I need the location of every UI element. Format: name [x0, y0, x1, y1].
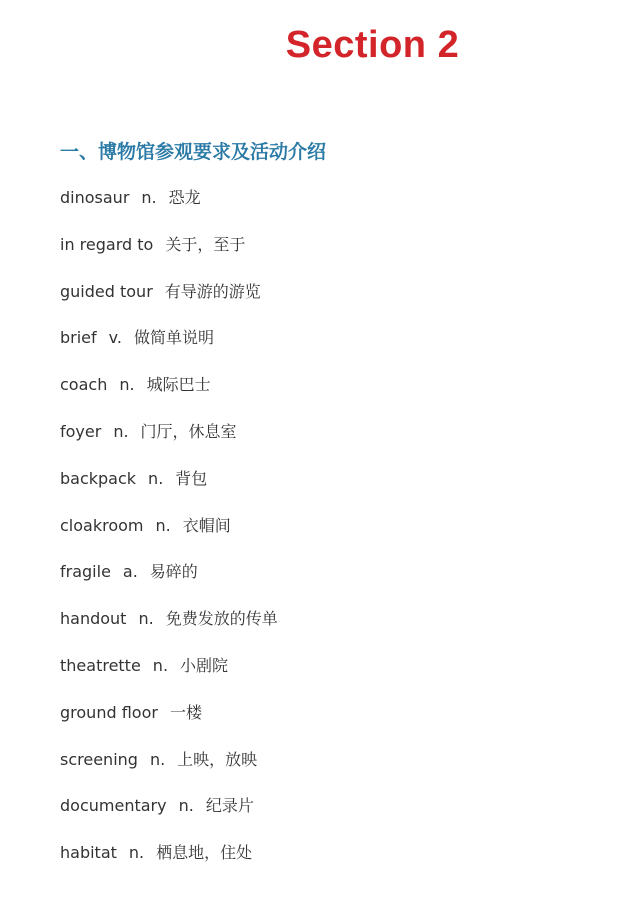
vocab-part-of-speech: n. [178, 796, 194, 816]
vocab-entry [60, 371, 278, 418]
vocab-meaning: 衣帽间 [182, 515, 231, 535]
vocab-meaning: 一楼 [169, 702, 202, 722]
vocab-word: documentary [60, 796, 167, 816]
vocab-part-of-speech: n. [138, 609, 154, 629]
vocab-entry [60, 839, 278, 886]
vocab-word: coach [60, 375, 108, 395]
vocab-entry [60, 184, 278, 231]
vocab-meaning: 关于，至于 [165, 234, 246, 254]
vocab-word: backpack [60, 468, 137, 488]
vocab-meaning: 门厅，休息室 [140, 421, 237, 441]
vocab-word: dinosaur [60, 188, 130, 207]
vocab-meaning: 上映，放映 [177, 749, 258, 769]
vocab-part-of-speech: n. [155, 515, 171, 535]
vocab-word: guided tour [60, 281, 153, 301]
vocab-part-of-speech: n. [141, 188, 157, 207]
vocab-part-of-speech: n. [148, 468, 164, 488]
vocabulary-list [60, 184, 278, 886]
vocab-part-of-speech: a. [122, 562, 138, 582]
vocab-entry [60, 512, 278, 559]
vocab-part-of-speech: n. [149, 749, 166, 769]
vocab-entry [60, 558, 278, 605]
vocab-meaning: 栖息地，住处 [156, 843, 253, 863]
vocab-meaning: 做简单说明 [133, 328, 214, 348]
section-title: Section 2 [285, 24, 460, 66]
section-heading: 一、博物馆参观要求及活动介绍 [60, 141, 327, 163]
vocab-entry [60, 605, 278, 652]
vocab-meaning: 纪录片 [205, 796, 254, 816]
vocab-meaning: 背包 [175, 468, 208, 488]
vocab-word: handout [60, 609, 127, 629]
vocab-word: ground floor [60, 702, 158, 722]
vocab-word: in regard to [60, 234, 154, 254]
vocab-meaning: 有导游的游览 [164, 281, 261, 301]
vocab-part-of-speech: v. [108, 328, 122, 348]
vocab-meaning: 小剧院 [180, 655, 229, 675]
vocab-part-of-speech: n. [113, 421, 129, 441]
vocab-meaning: 恐龙 [168, 188, 201, 207]
vocab-word: cloakroom [60, 515, 144, 535]
vocab-entry [60, 792, 278, 839]
vocab-part-of-speech: n. [128, 843, 145, 863]
vocab-word: fragile [60, 562, 111, 582]
vocab-entry [60, 652, 278, 699]
vocab-word: theatrette [60, 655, 141, 675]
vocab-part-of-speech: n. [119, 375, 135, 395]
vocab-entry [60, 465, 278, 512]
vocab-word: brief [60, 328, 97, 348]
vocab-entry [60, 324, 278, 371]
vocab-entry [60, 231, 278, 278]
vocab-meaning: 易碎的 [149, 562, 198, 582]
vocab-entry [60, 418, 278, 465]
vocab-entry [60, 278, 278, 325]
vocab-entry [60, 699, 278, 746]
vocab-meaning: 免费发放的传单 [165, 609, 278, 629]
vocab-meaning: 城际巴士 [146, 375, 211, 395]
vocab-part-of-speech: n. [152, 655, 169, 675]
vocab-word: screening [60, 749, 138, 769]
vocab-word: habitat [60, 843, 117, 863]
vocab-word: foyer [60, 421, 102, 441]
vocab-entry [60, 746, 278, 793]
